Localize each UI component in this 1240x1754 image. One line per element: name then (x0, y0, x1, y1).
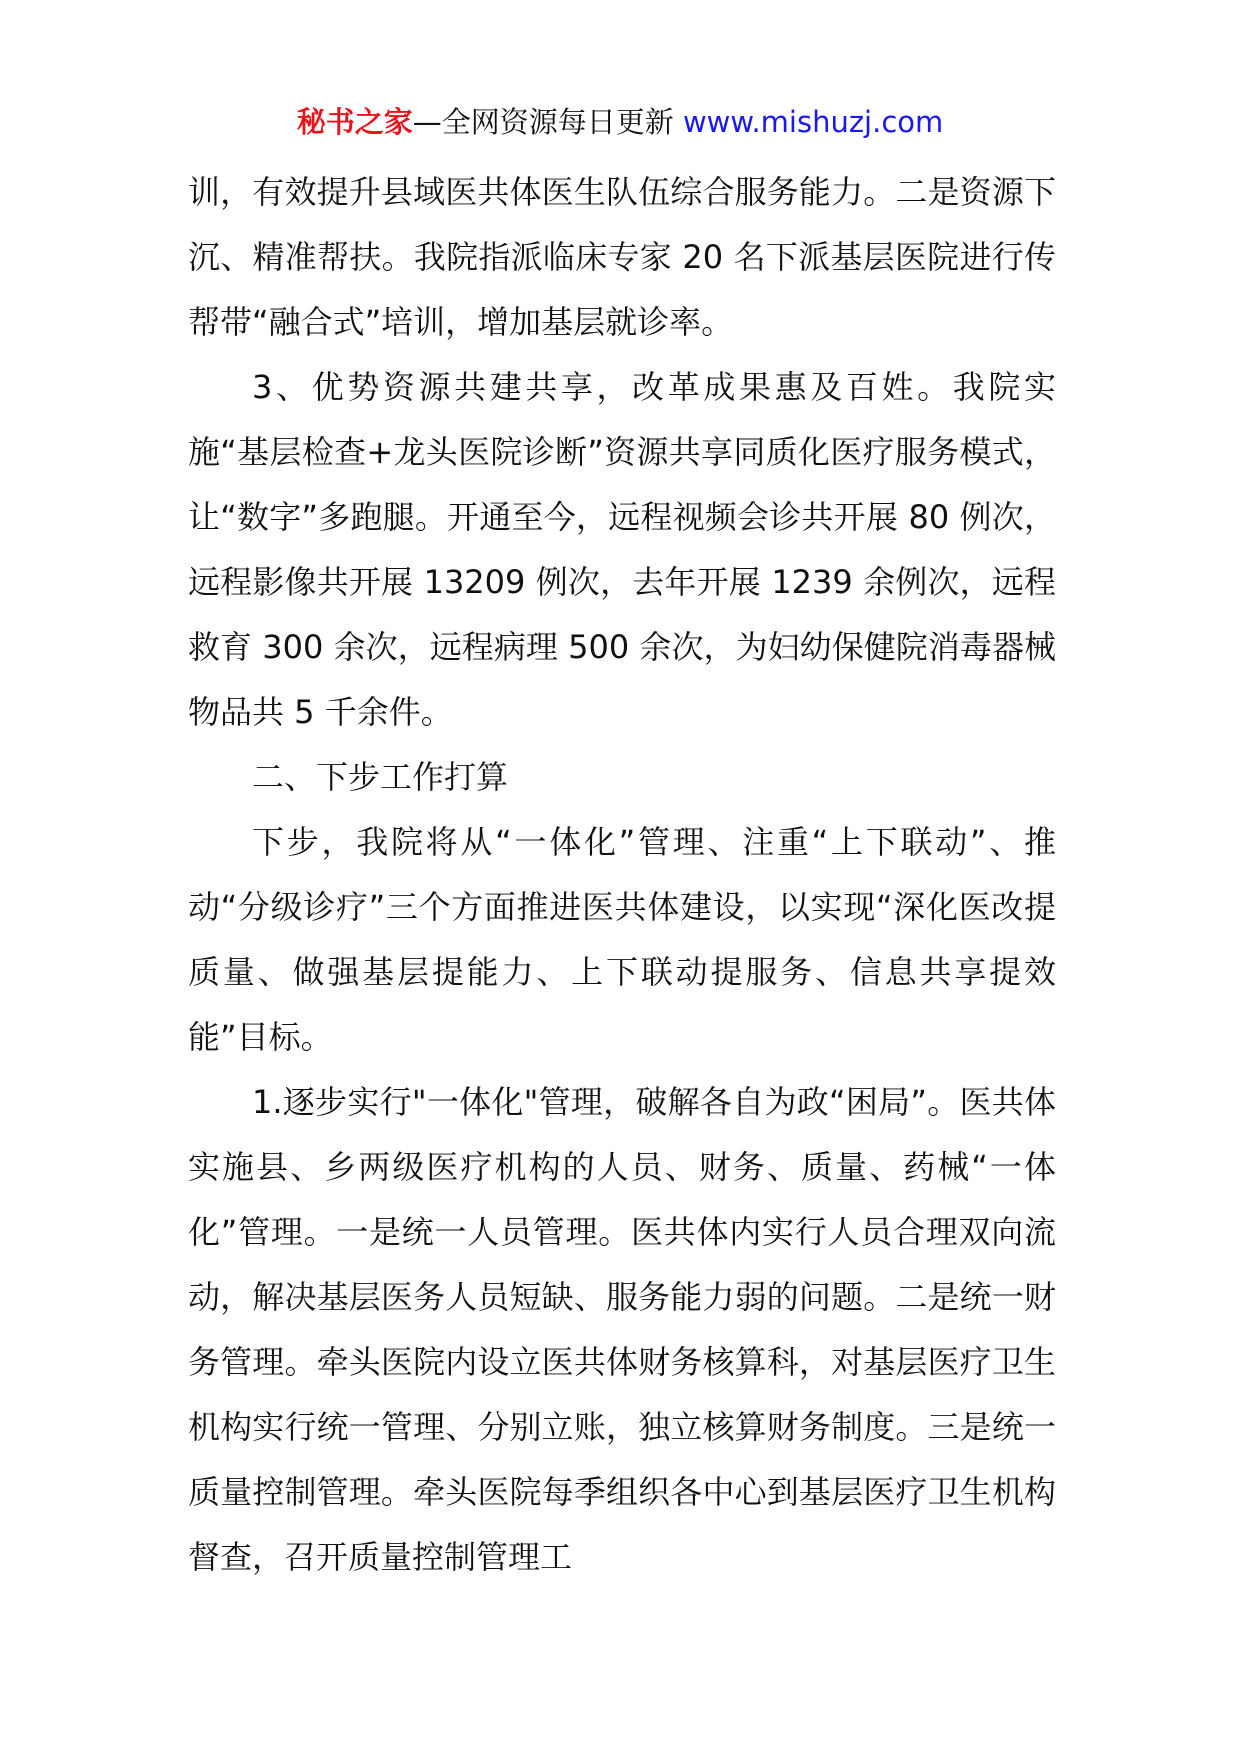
header-slogan: —全网资源每日更新 (412, 105, 683, 139)
site-header (0, 102, 1240, 142)
paragraph-continuation: 训，有效提升县域医共体医生队伍综合服务能力。二是资源下沉、精准帮扶。我院指派临床专家 20 名下派基层医院进行传帮带“融合式”培训，增加基层就诊率。 (188, 173, 1056, 341)
document-body (188, 160, 1056, 1590)
paragraph-integrated-management: 1.逐步实行"一体化"管理，破解各自为政“困局”。医共体实施县、乡两级医疗机构的人员、财务、质量、药械“一体化”管理。一是统一人员管理。医共体内实行人员合理双向流动，解决基层医务人员短缺、服务能力弱的问题。二是统一财务管理。牵头医院内设立医共体财务核算科，对基层医疗卫生机构实行统一管理、分别立账，独立核算财务制度。三是统一质量控制管理。牵头医院每季组织各中心到基层医疗卫生机构督查，召开质量控制管理工 (188, 1083, 1056, 1576)
paragraph-resource-sharing: 3、优势资源共建共享，改革成果惠及百姓。我院实施“基层检查+龙头医院诊断”资源共享同质化医疗服务模式，让“数字”多跑腿。开通至今，远程视频会诊共开展 80 例次，远程影像共开展 13209 例次，去年开展 1239 余例次，远程救育 300 余次，远程病理 500 余次，为妇幼保健院消毒器械物品共 5 千余件。 (188, 368, 1056, 731)
paragraph-next-steps-intro: 下步，我院将从“一体化”管理、注重“上下联动”、推动“分级诊疗”三个方面推进医共体建设，以实现“深化医改提质量、做强基层提能力、上下联动提服务、信息共享提效能”目标。 (188, 823, 1056, 1056)
section-heading-next-steps: 二、下步工作打算 (252, 758, 509, 796)
site-url-link[interactable]: www.mishuzj.com (682, 105, 944, 139)
brand-name: 秘书之家 (296, 105, 413, 139)
